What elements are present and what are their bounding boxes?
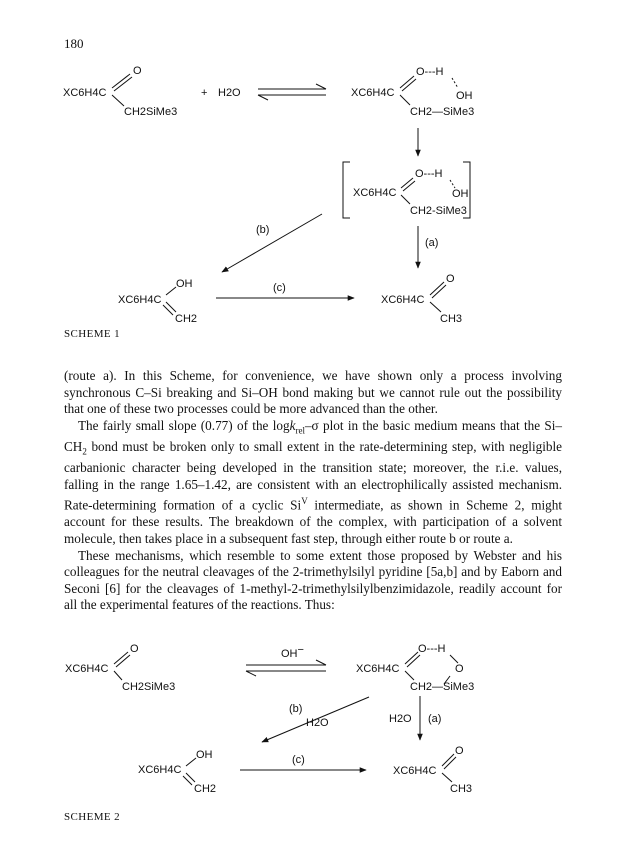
scheme1-equilibrium-arrow (258, 84, 326, 100)
scheme1-enol (118, 278, 197, 325)
scheme1-substrate-tail: CH2SiMe3 (124, 106, 178, 118)
scheme1-ketone-ring: XC6H4C (381, 294, 425, 306)
paragraph-2: The fairly small slope (0.77) of the logk$_{rel}$–σ plot in the basic medium means that the $Si-CH_2$ bond must be broken only to small extent in the rate-determining step, with negligible carbanionic character being developed in the transition state; moreover, the r.i.e. values, falling in the range 1.65–1.42, are consistent with an electrophilically assisted mechanism. Rate-determining formation of a cyclic $Si^V$ intermediate, as shown in Scheme 2, might account for these results. The breakdown of the complex, with participation of a solvent molecule, then takes place in a subsequent fast step, through either route b or route a. (64, 417, 562, 547)
scheme1-enol-ring: XC6H4C (118, 294, 162, 306)
scheme1-cyclic-intermediate (343, 162, 470, 218)
scheme-2-caption: SCHEME 2 (64, 811, 121, 823)
paragraph-3: These mechanisms, which resemble to some extent those proposed by Webster and his colleagues for the neutral cleavages of the 2-trimethylsilyl pyridine [5a,b] and by Eaborn and Seconi [6] for the cleavages of 1-methyl-2-trimethylsilylbenzimidazole, readily account for all the experimental features of the reactions. Thus: (64, 547, 562, 613)
scheme2-enol-oh: OH (196, 749, 213, 761)
scheme2-enol (138, 749, 216, 795)
scheme2-enol-ch2: CH2 (194, 783, 217, 795)
paragraph-1: (route a). In this Scheme, for convenience, we have shown only a process involving synchronous C–Si breaking and Si–OH bond making but we cannot rule out the possibility that one of these two processes could be more advanced than the other. (64, 368, 562, 417)
scheme2-route-b-label: (b) (289, 703, 303, 715)
scheme-1-diagram (0, 50, 624, 340)
scheme1-substrate-carbonyl-o: O (133, 65, 142, 77)
scheme2-water-b: H2O (306, 717, 329, 729)
scheme1-route-b-label: (b) (256, 224, 270, 236)
scheme1-complex-ring: XC6H4C (351, 87, 395, 99)
scheme2-enol-ring: XC6H4C (138, 764, 182, 776)
scheme2-ketone-o: O (455, 745, 464, 757)
scheme1-h-bonded-complex (351, 66, 474, 118)
scheme1-substrate-ring: XC6H4C (63, 87, 107, 99)
scheme1-complex-oh: OH (456, 90, 473, 102)
scheme2-water-a: H2O (389, 713, 412, 725)
scheme-1-caption: SCHEME 1 (64, 328, 121, 340)
scheme1-ketone-o: O (446, 273, 455, 285)
scheme2-intermediate-ring: XC6H4C (356, 663, 400, 675)
scheme1-complex-ch2-si: CH2—SiMe3 (410, 106, 475, 118)
body-text (64, 368, 562, 614)
scheme1-enol-oh: OH (176, 278, 193, 290)
scheme1-cyclic-ch2-si: CH2-SiMe3 (410, 205, 467, 217)
scheme2-substrate-o: O (130, 643, 139, 655)
scheme2-route-c-label: (c) (292, 754, 305, 766)
scheme1-cyclic-ring: XC6H4C (353, 187, 397, 199)
scheme2-reagent: OH− (281, 644, 304, 660)
scheme2-ketone-ring: XC6H4C (393, 765, 437, 777)
scheme1-substrate (63, 65, 177, 118)
scheme2-route-a-label: (a) (428, 713, 442, 725)
scheme2-substrate-ring: XC6H4C (65, 663, 109, 675)
scheme2-substrate (65, 643, 175, 693)
scheme2-intermediate-o: O (455, 663, 464, 675)
scheme2-intermediate-o-dots-h: O---H (418, 643, 446, 655)
scheme1-ketone-ch3: CH3 (440, 313, 463, 325)
scheme1-enol-ch2: CH2 (175, 313, 198, 325)
page-number: 180 (64, 36, 84, 51)
scheme1-route-a-label: (a) (425, 237, 439, 249)
scheme2-ketone-ch3: CH3 (450, 783, 473, 795)
scheme1-plus-sign: + (201, 87, 208, 99)
scheme1-water: H2O (218, 87, 241, 99)
scheme2-equilibrium-arrow (246, 660, 326, 676)
scheme2-ketone (393, 745, 472, 795)
scheme1-ketone (381, 273, 462, 325)
scheme2-intermediate (356, 643, 474, 693)
scheme2-substrate-tail: CH2SiMe3 (122, 681, 176, 693)
scheme1-route-b-arrow (222, 214, 322, 272)
scheme-2-diagram (0, 630, 624, 830)
scheme2-intermediate-ch2-si: CH2—SiMe3 (410, 681, 475, 693)
scheme1-complex-o-dots-h: O---H (416, 66, 444, 78)
scheme1-cyclic-o-dots-h: O---H (415, 168, 443, 180)
scheme1-route-c-label: (c) (273, 282, 286, 294)
scheme1-cyclic-oh: OH (452, 188, 469, 200)
